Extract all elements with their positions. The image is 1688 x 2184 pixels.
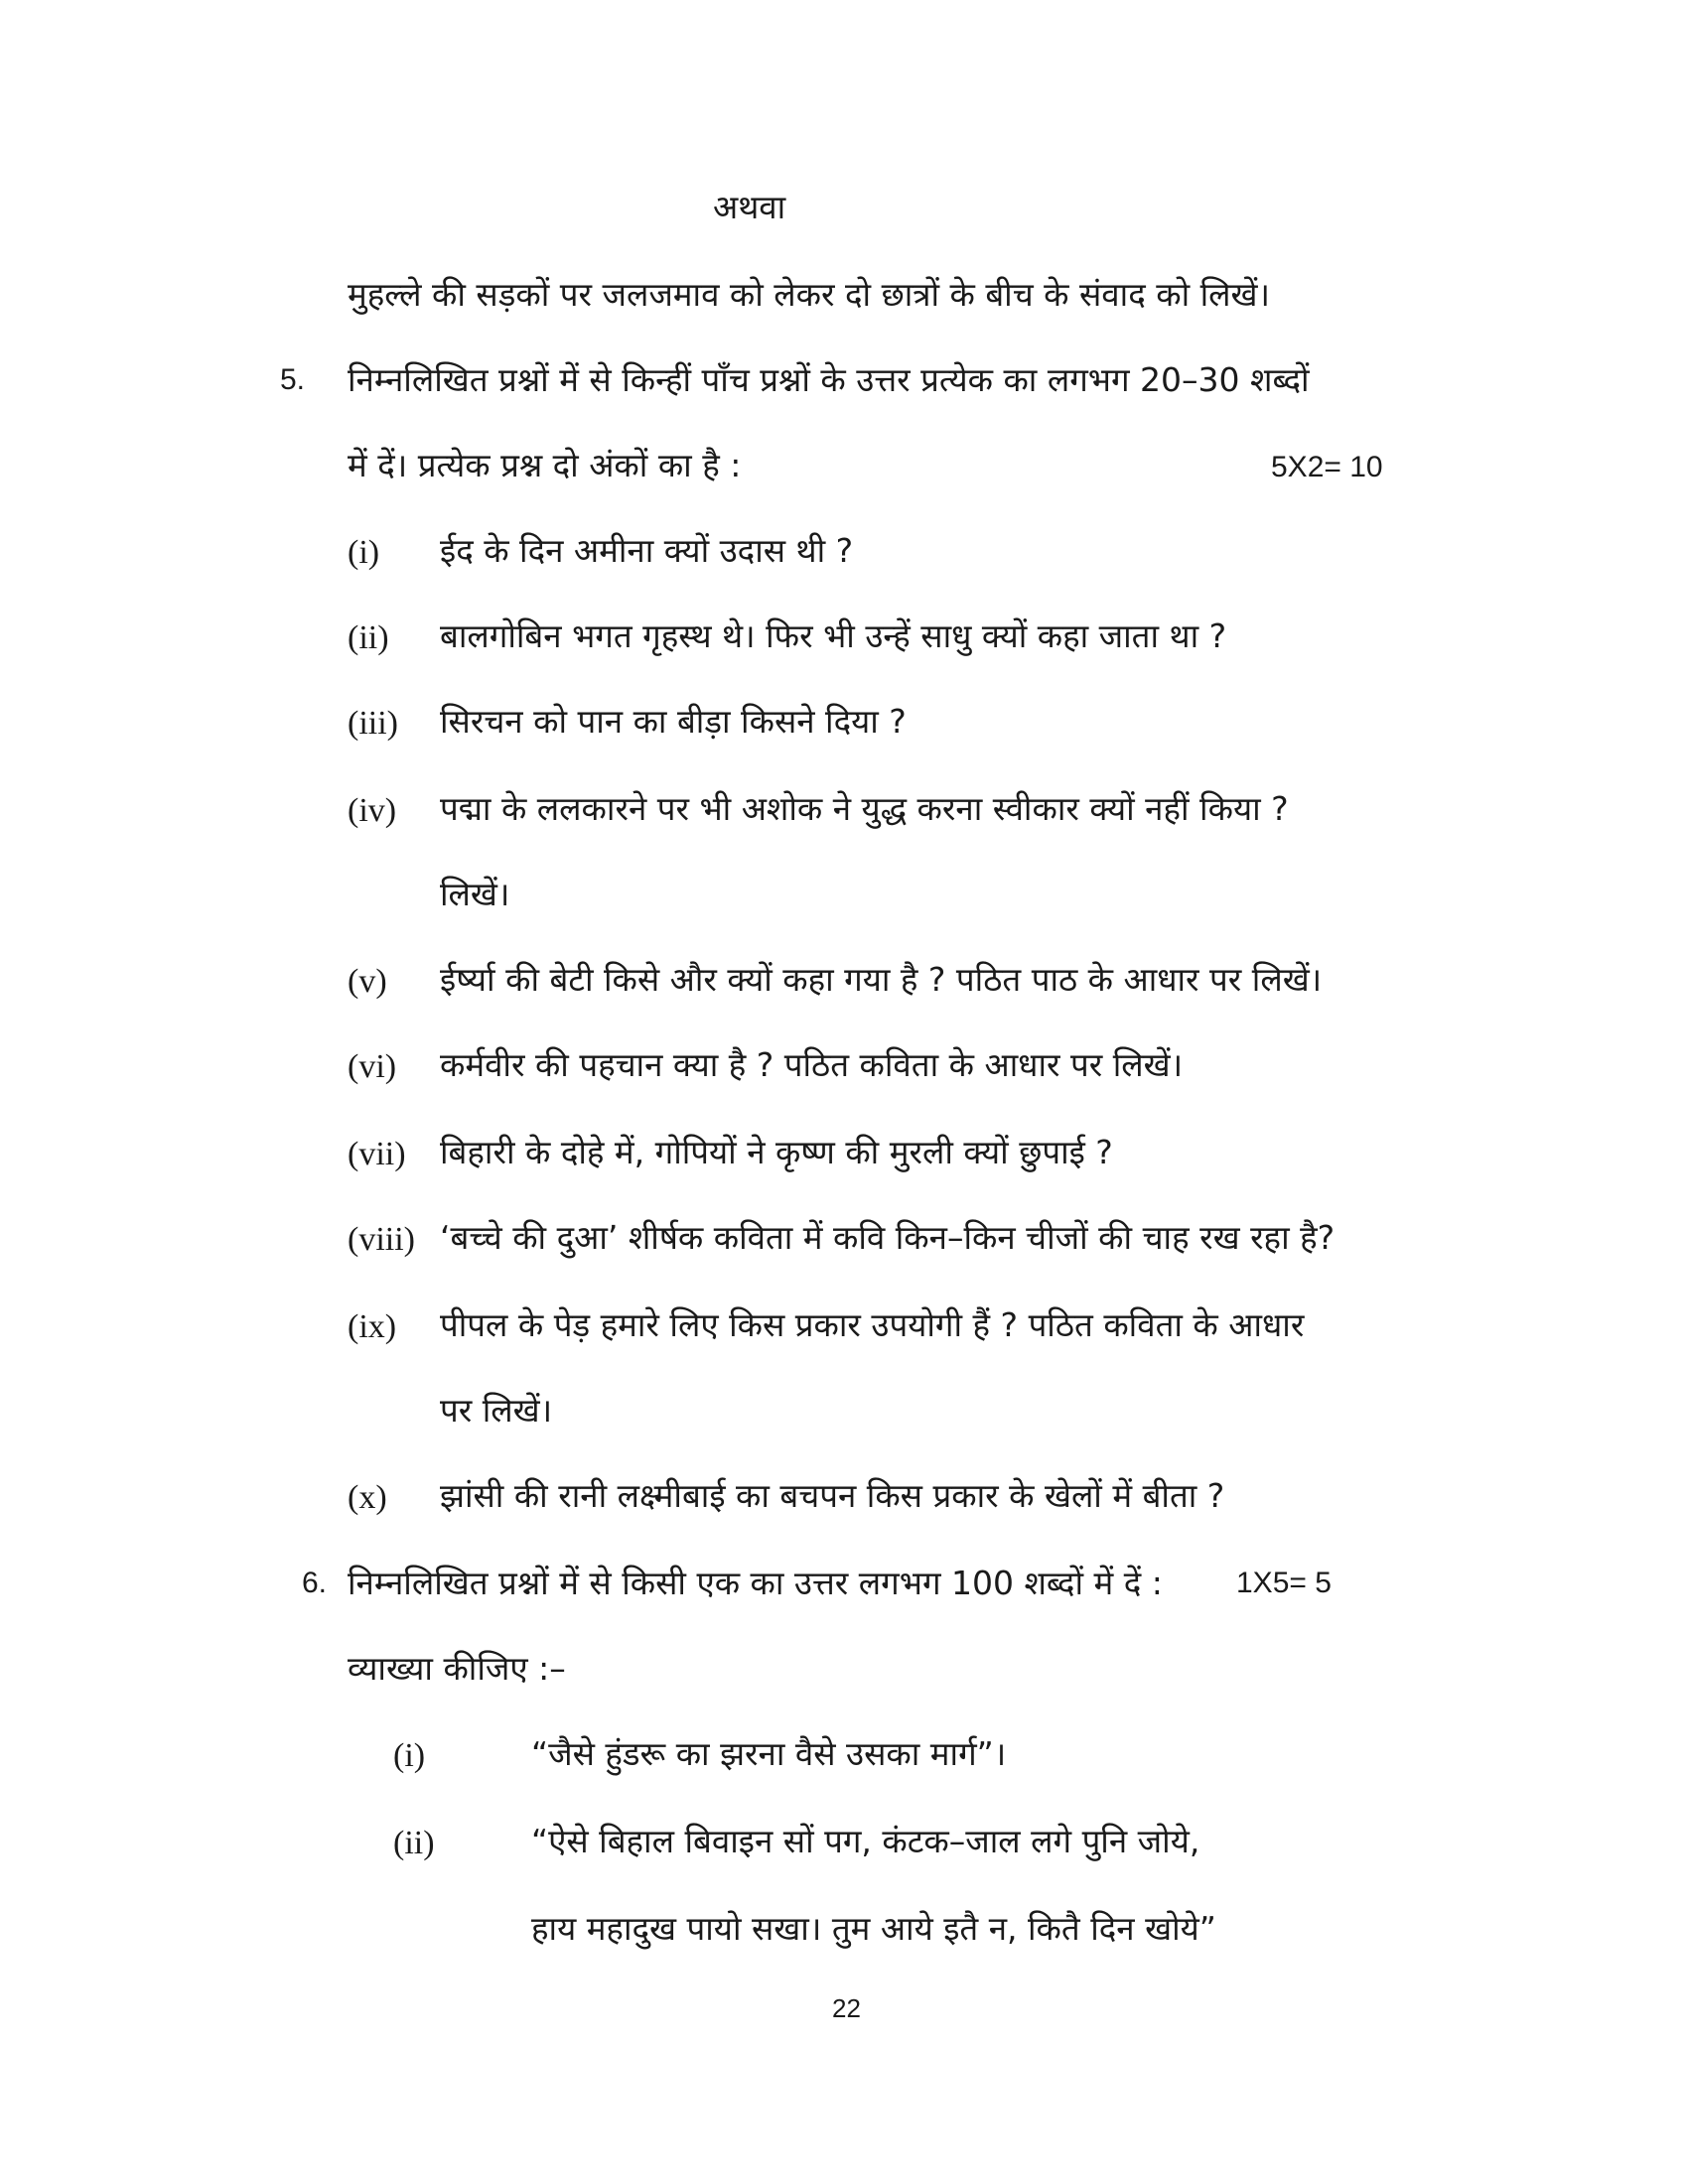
q6-item-text: “ऐसे बिहाल बिवाइन सों पग, कंटक–जाल लगे पुनि जोये, [531,1822,1200,1860]
q5-item-label: (iv) [348,792,397,829]
q6-marks: 1X5= 5 [1236,1567,1332,1599]
q5-item-label: (i) [348,534,380,571]
q6-item-continuation: हाय महादुख पायो सखा। तुम आये इतै न, कितै दिन खोये” [531,1909,1216,1948]
q6-number: 6. [302,1567,328,1599]
q5-item-text: कर्मवीर की पहचान क्या है ? पठित कविता के आधार पर लिखें। [440,1045,1184,1084]
q5-item-label: (vi) [348,1048,397,1085]
q5-item-continuation: लिखें। [440,875,510,913]
q5-item-text: पीपल के पेड़ हमारे लिए किस प्रकार उपयोगी हैं ? पठित कविता के आधार [440,1305,1305,1344]
page-number: 22 [832,1993,861,2023]
q5-instruction-line1: निम्नलिखित प्रश्नों में से किन्हीं पाँच प्रश्नों के उत्तर प्रत्येक का लगभग 20–30 शब्दों [348,360,1310,399]
q5-item-label: (ii) [348,619,389,656]
q5-item-text: बिहारी के दोहे में, गोपियों ने कृष्ण की मुरली क्यों छुपाई ? [440,1133,1113,1171]
q5-item-label: (iii) [348,705,398,742]
q5-item-text: झांसी की रानी लक्ष्मीबाई का बचपन किस प्रकार के खेलों में बीता ? [440,1476,1225,1515]
q6-instruction-line2: व्याख्या कीजिए :– [348,1649,566,1688]
q5-item-text: ‘बच्चे की दुआ’ शीर्षक कविता में कवि किन–किन चीजों की चाह रख रहा है? [440,1218,1336,1257]
q5-item-label: (ix) [348,1308,397,1345]
q5-marks: 5X2= 10 [1271,451,1383,483]
q6-item-label: (i) [393,1737,426,1774]
q5-number: 5. [280,363,306,396]
q6-item-text: “जैसे हुंडरू का झरना वैसे उसका मार्ग”। [531,1734,1007,1773]
q5-item-text: ईर्ष्या की बेटी किसे और क्यों कहा गया है ? पठित पाठ के आधार पर लिखें। [440,960,1323,999]
alternative-question: मुहल्ले की सड़कों पर जलजमाव को लेकर दो छात्रों के बीच के संवाद को लिखें। [348,275,1271,314]
q5-item-text: सिरचन को पान का बीड़ा किसने दिया ? [440,702,907,741]
athva-heading: अथवा [713,188,786,226]
q6-item-label: (ii) [393,1825,435,1861]
q6-instruction-line1: निम्नलिखित प्रश्नों में से किसी एक का उत्तर लगभग 100 शब्दों में दें : [348,1564,1163,1602]
q5-item-label: (viii) [348,1221,415,1258]
q5-item-continuation: पर लिखें। [440,1391,553,1430]
q5-item-label: (v) [348,963,387,1000]
q5-instruction-line2: में दें। प्रत्येक प्रश्न दो अंकों का है : [348,446,742,484]
q5-item-text: ईद के दिन अमीना क्यों उदास थी ? [440,531,854,570]
q5-item-text: बालगोबिन भगत गृहस्थ थे। फिर भी उन्हें साधु क्यों कहा जाता था ? [440,616,1227,655]
q5-item-text: पद्मा के ललकारने पर भी अशोक ने युद्ध करना स्वीकार क्यों नहीं किया ? [440,789,1289,828]
q5-item-label: (x) [348,1479,387,1516]
q5-item-label: (vii) [348,1136,406,1172]
